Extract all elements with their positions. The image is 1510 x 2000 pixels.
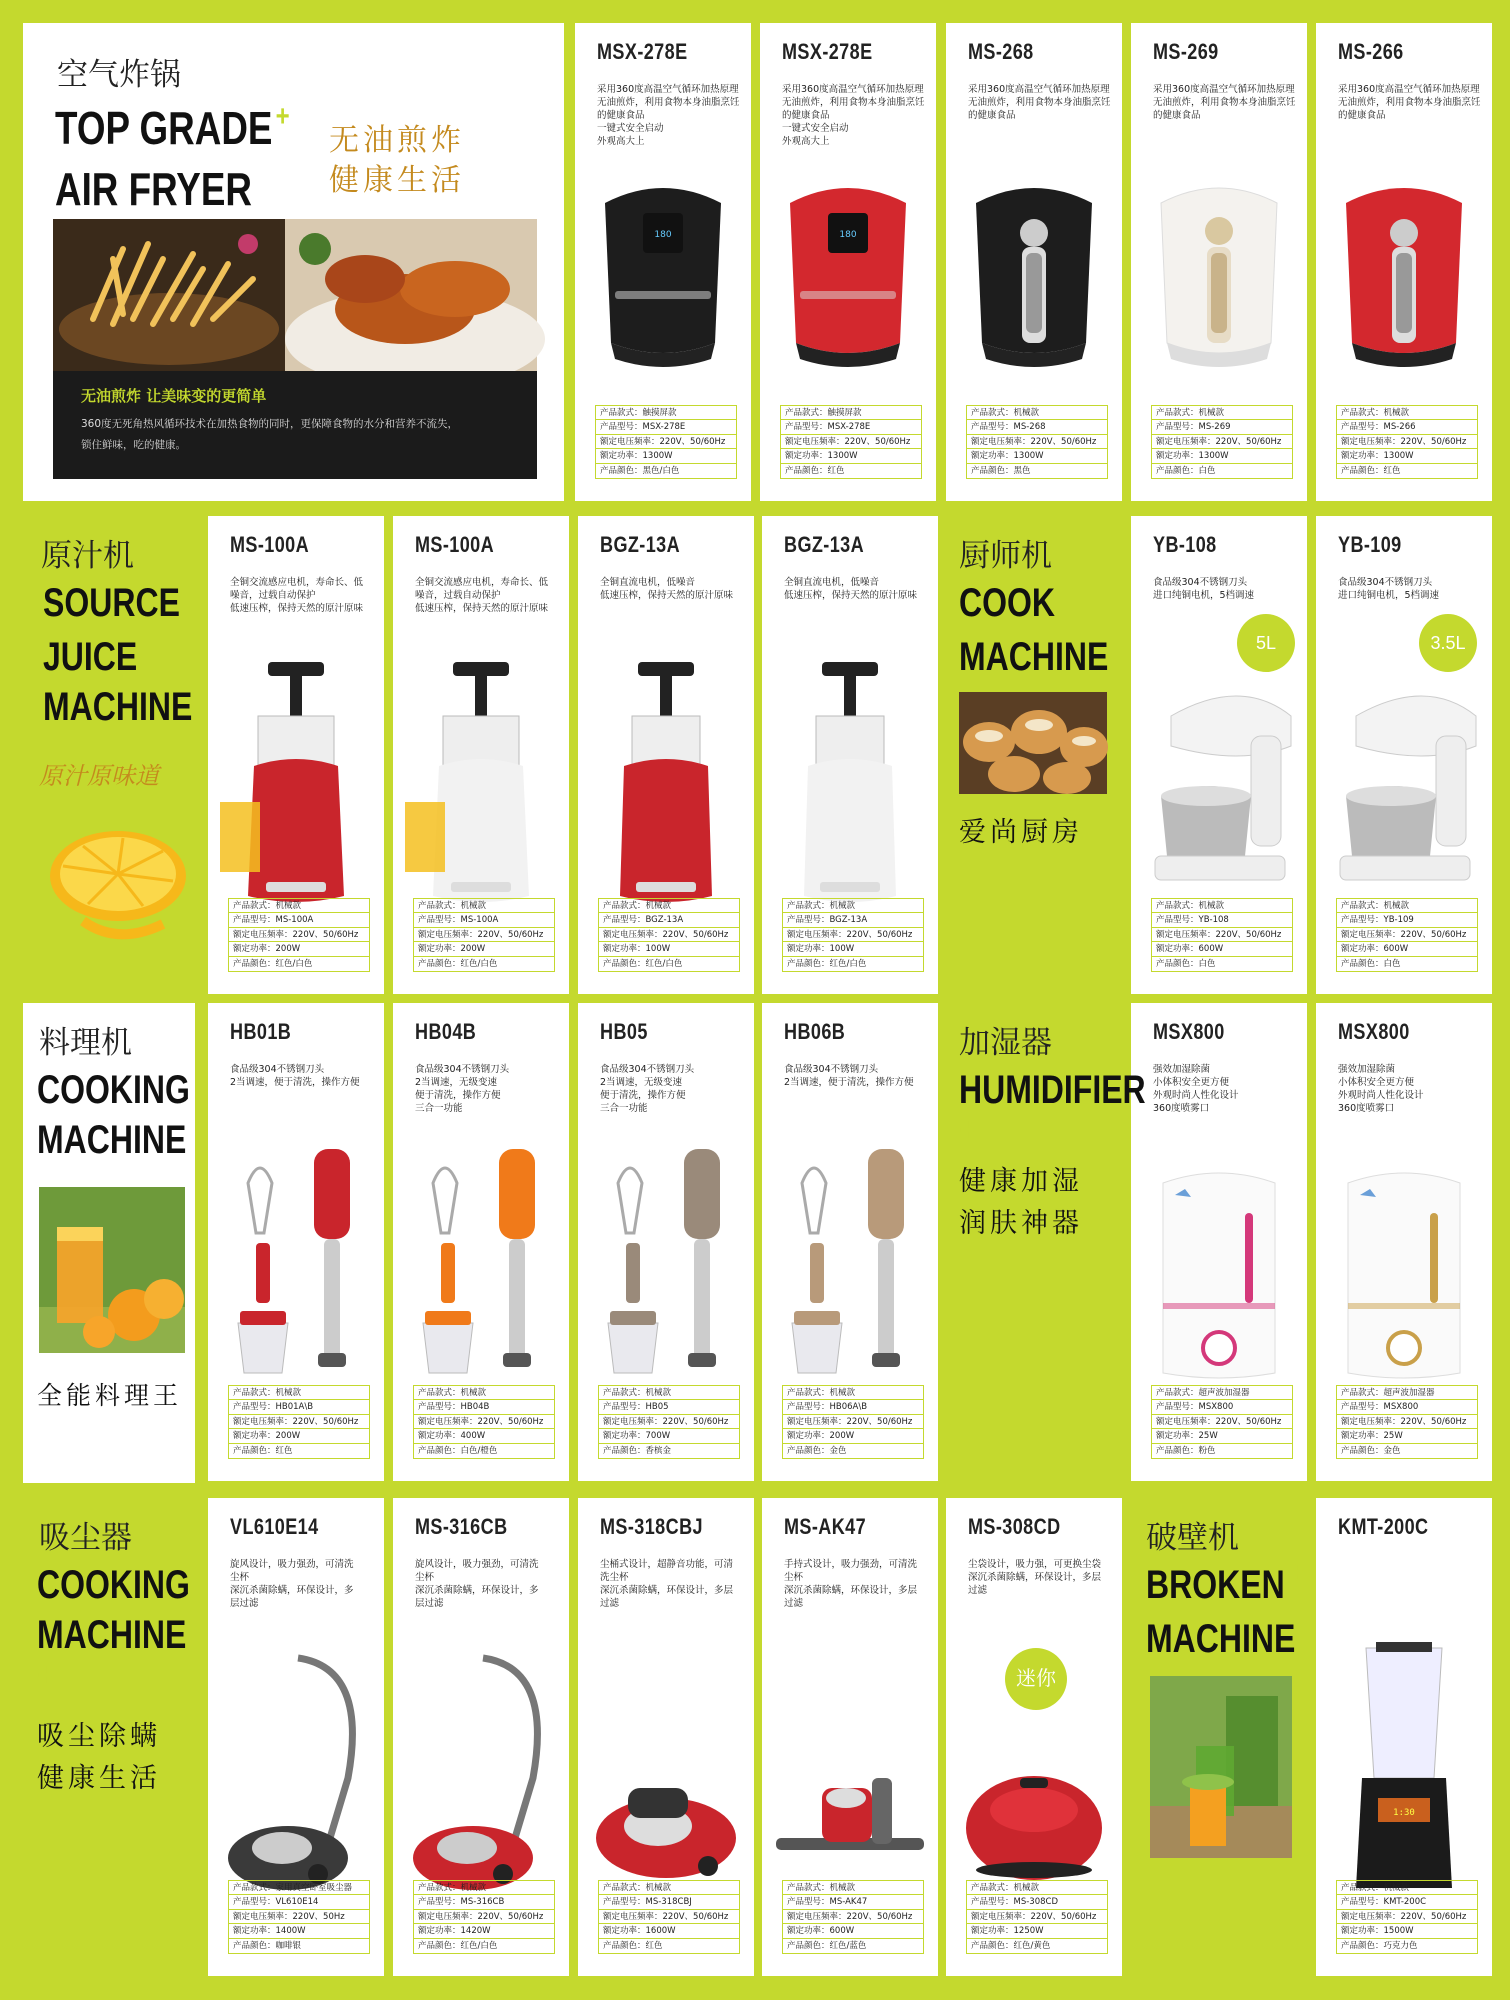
spec-row: 产品型号：BGZ-13A [599, 913, 739, 928]
spec-row: 产品颜色：红色/白色 [233, 958, 313, 969]
product-image [1326, 656, 1482, 914]
spec-row: 额定电压频率：220V、50/60Hz [414, 928, 554, 943]
spec-row: 产品款式：机械款 [599, 1881, 739, 1896]
product-description: 全铜交流感应电机，寿命长、低 噪音，过载自动保护 低速压榨，保持天然的原汁原味 [230, 577, 364, 614]
product-card[interactable] [1316, 1003, 1492, 1481]
product-card[interactable] [1131, 516, 1307, 994]
spec-row: 产品型号：HB06A\B [783, 1400, 923, 1415]
spec-row: 额定功率：200W [229, 942, 369, 957]
product-image [585, 163, 741, 421]
product-card[interactable] [393, 1498, 569, 1976]
spec-row: 产品颜色：红色/白色 [603, 958, 683, 969]
vacuum-category-panel [23, 1498, 201, 1978]
spec-row: 产品款式：机械款 [783, 899, 923, 914]
spec-row: 产品颜色：巧克力色 [1341, 1940, 1418, 1951]
spec-table [1336, 405, 1478, 480]
product-image [403, 1638, 559, 1896]
product-image [403, 1143, 559, 1401]
spec-row: 额定电压频率：220V、50/60Hz [783, 1415, 923, 1430]
air-fryer-caption: 无油煎炸 让美味变的更简单 360度无死角热风循环技术在加热食物的同时，更保障食物的水分和营养不流失， 锁住鲜味，吃的健康。 [53, 371, 537, 479]
spec-row: 产品款式：机械款 [414, 1881, 554, 1896]
svg-text:180: 180 [839, 230, 857, 240]
product-model: BGZ-13A [784, 532, 865, 557]
spec-row: 产品款式：超声波加湿器 [1152, 1386, 1292, 1401]
spec-row: 产品款式：触摸屏款 [781, 406, 921, 421]
product-description: 全铜直流电机，低噪音 低速压榨，保持天然的原汁原味 [600, 577, 734, 601]
spec-row: 产品颜色：红色/白色 [787, 958, 867, 969]
spec-row: 额定功率：200W [229, 1429, 369, 1444]
slogan: 全能料理王 [37, 1381, 183, 1410]
product-model: MS-AK47 [784, 1514, 867, 1539]
spec-table [782, 898, 924, 973]
spec-row: 产品型号：BGZ-13A [783, 913, 923, 928]
product-description: 强效加湿除菌 小体积安全更方便 外观时尚人性化设计 360度喷雾口 [1338, 1064, 1424, 1114]
spec-row: 额定功率：1600W [599, 1924, 739, 1939]
spec-row: 产品颜色：金色 [787, 1445, 847, 1456]
product-model: MS-318CBJ [600, 1514, 703, 1539]
spec-row: 额定功率：1250W [967, 1924, 1107, 1939]
orange-slice-photo [43, 806, 193, 956]
product-description: 手持式设计，吸力强劲，可清洗 尘杯 深沉杀菌除螨，环保设计，多层 过滤 [784, 1559, 918, 1609]
product-image [1326, 1638, 1482, 1896]
spec-row: 额定电压频率：220V、50/60Hz [599, 928, 739, 943]
spec-row: 产品颜色：白色 [1341, 958, 1401, 969]
spec-table [1151, 405, 1293, 480]
slogan: 原汁原味道 [39, 762, 159, 790]
spec-row: 产品颜色：白色 [1156, 465, 1216, 476]
spec-row: 产品款式：机械款 [229, 1386, 369, 1401]
product-image [772, 1143, 928, 1401]
spec-row: 额定功率：1300W [1152, 449, 1292, 464]
spec-row: 产品颜色：粉色 [1156, 1445, 1216, 1456]
spec-row: 额定功率：1400W [229, 1924, 369, 1939]
spec-row: 额定电压频率：220V、50/60Hz [781, 435, 921, 450]
product-card[interactable] [946, 23, 1122, 501]
spec-table [598, 898, 740, 973]
product-description: 食品级304不锈钢刀头 2当调速，便于清洗，操作方便 [230, 1064, 360, 1088]
mini-badge: 迷你 [1005, 1648, 1067, 1710]
cook-machine-category-panel [945, 516, 1123, 990]
spec-row: 产品型号：MSX-278E [781, 420, 921, 435]
spec-row: 额定电压频率：220V、50/60Hz [783, 928, 923, 943]
product-description: 全铜直流电机，低噪音 低速压榨，保持天然的原汁原味 [784, 577, 918, 601]
spec-row: 产品型号：YB-109 [1337, 913, 1477, 928]
spec-row: 产品型号：MS-100A [414, 913, 554, 928]
category-title-cn: 吸尘器 [39, 1520, 132, 1556]
product-card[interactable] [762, 1498, 938, 1976]
product-model: MSX800 [1338, 1019, 1410, 1044]
product-card[interactable] [578, 1498, 754, 1976]
category-title-cn: 厨师机 [959, 538, 1052, 574]
spec-row: 额定电压频率：220V、50/60Hz [1152, 928, 1292, 943]
product-image [772, 656, 928, 914]
product-card[interactable] [578, 516, 754, 994]
product-card[interactable] [1131, 23, 1307, 501]
spec-row: 产品型号：MS-268 [967, 420, 1107, 435]
product-image [218, 1143, 374, 1401]
spec-row: 产品颜色：香槟金 [603, 1445, 672, 1456]
product-model: MSX-278E [782, 39, 873, 64]
broken-machine-category-panel [1130, 1498, 1305, 1978]
product-model: MS-269 [1153, 39, 1219, 64]
product-image [772, 1638, 928, 1896]
product-image [588, 656, 744, 914]
spec-row: 额定电压频率：220V、50/60Hz [1337, 1910, 1477, 1925]
product-model: MS-100A [230, 532, 310, 557]
spec-row: 额定电压频率：220V、50/60Hz [1337, 1415, 1477, 1430]
spec-row: 额定电压频率：220V、50/60Hz [229, 1415, 369, 1430]
spec-row: 产品颜色：红色/蓝色 [787, 1940, 867, 1951]
product-description: 食品级304不锈钢刀头 2当调速，无级变速 便于清洗，操作方便 三合一功能 [415, 1064, 510, 1114]
spec-row: 额定电压频率：220V、50/60Hz [1152, 435, 1292, 450]
spec-row: 额定电压频率：220V、50/60Hz [967, 435, 1107, 450]
spec-row: 产品颜色：红色 [785, 465, 845, 476]
spec-row: 产品颜色：白色/橙色 [418, 1445, 498, 1456]
product-description: 食品级304不锈钢刀头 2当调速，便于清洗，操作方便 [784, 1064, 914, 1088]
product-description: 采用360度高温空气循环加热原理 无油煎炸，利用食物本身油脂烹饪 的健康食品 [968, 84, 1111, 121]
product-description: 食品级304不锈钢刀头 进口纯铜电机，5档调速 [1153, 577, 1255, 601]
product-model: HB05 [600, 1019, 648, 1044]
product-card[interactable] [393, 1003, 569, 1481]
category-title-cn: 加湿器 [959, 1025, 1052, 1061]
spec-row: 产品款式：机械款 [783, 1881, 923, 1896]
product-card[interactable] [578, 1003, 754, 1481]
spec-table [780, 405, 922, 480]
spec-row: 额定电压频率：220V、50/60Hz [414, 1910, 554, 1925]
spec-row: 产品款式：机械款 [1152, 899, 1292, 914]
product-model: YB-109 [1338, 532, 1402, 557]
spec-row: 额定功率：1300W [781, 449, 921, 464]
product-model: MS-100A [415, 532, 495, 557]
fries-photo [53, 219, 285, 371]
product-card[interactable] [393, 516, 569, 994]
spec-row: 额定功率：600W [1337, 942, 1477, 957]
spec-table [228, 1880, 370, 1955]
spec-row: 额定电压频率：220V、50/60Hz [599, 1415, 739, 1430]
spec-row: 额定电压频率：220V、50/60Hz [1337, 435, 1477, 450]
spec-row: 额定电压频率：220V、50/60Hz [596, 435, 736, 450]
category-title-cn: 破壁机 [1146, 1520, 1239, 1556]
spec-table [1336, 1880, 1478, 1955]
spec-row: 产品型号：VL610E14 [229, 1895, 369, 1910]
spec-row: 产品型号：MSX800 [1337, 1400, 1477, 1415]
spec-row: 产品型号：HB05 [599, 1400, 739, 1415]
slogan: 吸尘除螨 健康生活 [37, 1721, 161, 1794]
product-image [588, 1638, 744, 1896]
product-description: 食品级304不锈钢刀头 进口纯铜电机，5档调速 [1338, 577, 1440, 601]
spec-row: 额定功率：1300W [967, 449, 1107, 464]
spec-row: 产品款式：机械款 [1152, 406, 1292, 421]
product-card[interactable] [208, 516, 384, 994]
spec-row: 产品款式：超声波加湿器 [1337, 1386, 1477, 1401]
spec-row: 额定功率：600W [1152, 942, 1292, 957]
spec-row: 产品颜色：金色 [1341, 1445, 1401, 1456]
spec-table [966, 405, 1108, 480]
spec-row: 产品颜色：红色/白色 [418, 1940, 498, 1951]
product-model: YB-108 [1153, 532, 1217, 557]
category-title-en: TOP GRADE + AIR FRYER [55, 100, 290, 215]
product-card[interactable] [208, 1498, 384, 1976]
product-model: MS-316CB [415, 1514, 508, 1539]
product-image [1141, 1143, 1297, 1401]
spec-row: 产品颜色：红色 [233, 1445, 293, 1456]
spec-row: 产品颜色：红色/白色 [418, 958, 498, 969]
product-image [588, 1143, 744, 1401]
spec-table [228, 898, 370, 973]
spec-row: 产品款式：机械款 [1337, 406, 1477, 421]
product-card[interactable] [1316, 1498, 1492, 1976]
category-title-en: COOKING MACHINE [37, 1068, 190, 1162]
spec-row: 产品款式：机械款 [599, 899, 739, 914]
chicken-wings-photo [285, 219, 537, 371]
product-model: BGZ-13A [600, 532, 681, 557]
spec-row: 产品款式：机械款 [414, 1386, 554, 1401]
spec-row: 产品型号：HB04B [414, 1400, 554, 1415]
spec-row: 产品颜色：黑色 [971, 465, 1031, 476]
spec-row: 产品型号：MSX800 [1152, 1400, 1292, 1415]
product-model: HB04B [415, 1019, 477, 1044]
category-title-en: BROKEN + MACHINE [1146, 1556, 1304, 1661]
product-description: 采用360度高温空气循环加热原理 无油煎炸，利用食物本身油脂烹饪 的健康食品 [1153, 84, 1296, 121]
product-description: 食品级304不锈钢刀头 2当调速，无级变速 便于清洗，操作方便 三合一功能 [600, 1064, 695, 1114]
product-image [1141, 656, 1297, 914]
spec-table [966, 1880, 1108, 1955]
category-title-cn: 空气炸锅 [57, 57, 181, 93]
product-model: MS-266 [1338, 39, 1404, 64]
product-card[interactable] [760, 23, 936, 501]
product-model: MS-308CD [968, 1514, 1061, 1539]
product-card[interactable] [762, 516, 938, 994]
spec-row: 额定功率：200W [783, 1429, 923, 1444]
product-image [1326, 1143, 1482, 1401]
category-title-cn: 料理机 [39, 1025, 132, 1061]
spec-row: 额定功率：200W [414, 942, 554, 957]
slogan: 爱尚厨房 [959, 817, 1083, 848]
spec-row: 产品款式：机械款 [783, 1386, 923, 1401]
spec-row: 产品款式：机械款 [1337, 899, 1477, 914]
spec-row: 额定功率：100W [599, 942, 739, 957]
product-image [218, 656, 374, 914]
category-title-en: SOURCE + JUICE MACHINE [43, 574, 199, 729]
product-card[interactable] [208, 1003, 384, 1481]
spec-row: 额定功率：1500W [1337, 1924, 1477, 1939]
product-model: MSX800 [1153, 1019, 1225, 1044]
product-description: 强效加湿除菌 小体积安全更方便 外观时尚人性化设计 360度喷雾口 [1153, 1064, 1239, 1114]
product-description: 旋风设计，吸力强劲，可清洗 尘杯 深沉杀菌除螨，环保设计，多 层过滤 [230, 1559, 354, 1609]
product-model: MS-268 [968, 39, 1034, 64]
slogan: 无油煎炸 健康生活 [329, 123, 465, 198]
spec-row: 产品型号：MS-100A [229, 913, 369, 928]
spec-row: 额定功率：25W [1152, 1429, 1292, 1444]
spec-row: 产品款式：机械款 [599, 1386, 739, 1401]
spec-table [598, 1385, 740, 1460]
product-card[interactable] [762, 1003, 938, 1481]
spec-row: 产品款式：机械款 [229, 899, 369, 914]
svg-text:1:30: 1:30 [1393, 1808, 1415, 1818]
product-model: HB06B [784, 1019, 846, 1044]
spec-row: 产品型号：MS-308CD [967, 1895, 1107, 1910]
spec-row: 产品型号：MS-266 [1337, 420, 1477, 435]
product-image [770, 163, 926, 421]
spec-row: 额定功率：25W [1337, 1429, 1477, 1444]
product-card[interactable] [1316, 23, 1492, 501]
spec-row: 产品款式：机械款 [967, 1881, 1107, 1896]
product-card[interactable] [575, 23, 751, 501]
spec-table [782, 1880, 924, 1955]
spec-row: 产品款式：机械款 [1337, 1881, 1477, 1896]
pastry-photo [959, 692, 1107, 794]
product-description: 全铜交流感应电机，寿命长、低 噪音，过载自动保护 低速压榨，保持天然的原汁原味 [415, 577, 549, 614]
spec-row: 额定电压频率：220V、50/60Hz [783, 1910, 923, 1925]
product-image [403, 656, 559, 914]
spec-row: 额定电压频率：220V、50Hz [229, 1910, 369, 1925]
spec-row: 额定功率：600W [783, 1924, 923, 1939]
product-image [956, 163, 1112, 421]
category-title-cn: 原汁机 [41, 538, 134, 574]
spec-table [1151, 1385, 1293, 1460]
green-juice-photo [1150, 1676, 1292, 1858]
spec-table [1336, 1385, 1478, 1460]
spec-row: 产品型号：MSX-278E [596, 420, 736, 435]
spec-table [413, 898, 555, 973]
spec-row: 产品款式：家用真空卧室吸尘器 [229, 1881, 369, 1896]
spec-row: 产品款式：机械款 [967, 406, 1107, 421]
category-title-en: COOKING MACHINE + [37, 1563, 190, 1694]
cooking-machine-category-panel [23, 1003, 195, 1483]
slogan: 健康加湿 润肤神器 [959, 1166, 1083, 1239]
spec-row: 额定功率：700W [599, 1429, 739, 1444]
spec-row: 额定电压频率：220V、50/60Hz [1152, 1415, 1292, 1430]
spec-table [598, 1880, 740, 1955]
product-model: VL610E14 [230, 1514, 319, 1539]
spec-row: 额定电压频率：220V、50/60Hz [414, 1415, 554, 1430]
spec-row: 产品颜色：红色 [603, 1940, 663, 1951]
product-description: 采用360度高温空气循环加热原理 无油煎炸，利用食物本身油脂烹饪 的健康食品 一键式安全启动 外观高大上 [782, 84, 925, 147]
spec-table [1336, 898, 1478, 973]
product-card[interactable] [946, 1498, 1122, 1976]
spec-row: 产品颜色：黑色/白色 [600, 465, 680, 476]
product-description: 尘桶式设计，超静音功能，可清 洗尘杯 深沉杀菌除螨，环保设计，多层 过滤 [600, 1559, 734, 1609]
spec-table [413, 1880, 555, 1955]
product-description: 旋风设计，吸力强劲，可清洗 尘杯 深沉杀菌除螨，环保设计，多 层过滤 [415, 1559, 539, 1609]
product-description: 尘袋设计，吸力强，可更换尘袋 深沉杀菌除螨，环保设计，多层 过滤 [968, 1559, 1102, 1596]
spec-row: 产品型号：YB-108 [1152, 913, 1292, 928]
capacity-badge-5l: 5L [1237, 614, 1295, 672]
spec-row: 产品型号：MS-AK47 [783, 1895, 923, 1910]
spec-row: 额定电压频率：220V、50/60Hz [967, 1910, 1107, 1925]
spec-row: 产品型号：MS-269 [1152, 420, 1292, 435]
humidifier-category-panel [945, 1003, 1146, 1483]
orange-juice-photo [39, 1187, 185, 1353]
spec-table [1151, 898, 1293, 973]
spec-row: 产品颜色：红色 [1341, 465, 1401, 476]
capacity-badge-3-5l: 3.5L [1419, 614, 1477, 672]
spec-table [782, 1385, 924, 1460]
spec-row: 额定电压频率：220V、50/60Hz [1337, 928, 1477, 943]
category-title-en: COOK + MACHINE [959, 574, 1109, 679]
category-title-en: HUMIDIFIER + [959, 1068, 1146, 1149]
spec-row: 产品颜色：红色/黄色 [971, 1940, 1051, 1951]
spec-row: 额定功率：1300W [596, 449, 736, 464]
juice-category-panel [23, 516, 201, 990]
product-model: MSX-278E [597, 39, 688, 64]
product-image [1141, 163, 1297, 421]
spec-row: 产品型号：KMT-200C [1337, 1895, 1477, 1910]
spec-table [595, 405, 737, 480]
spec-row: 额定电压频率：220V、50/60Hz [599, 1910, 739, 1925]
product-description: 采用360度高温空气循环加热原理 无油煎炸，利用食物本身油脂烹饪 的健康食品 一键式安全启动 外观高大上 [597, 84, 740, 147]
spec-table [413, 1385, 555, 1460]
spec-row: 产品款式：触摸屏款 [596, 406, 736, 421]
svg-text:180: 180 [654, 230, 672, 240]
spec-row: 产品型号：HB01A\B [229, 1400, 369, 1415]
product-image [218, 1638, 374, 1896]
spec-row: 额定功率：100W [783, 942, 923, 957]
spec-row: 额定功率：1420W [414, 1924, 554, 1939]
spec-table [228, 1385, 370, 1460]
product-card[interactable] [1131, 1003, 1307, 1481]
product-description: 采用360度高温空气循环加热原理 无油煎炸，利用食物本身油脂烹饪 的健康食品 [1338, 84, 1481, 121]
spec-row: 额定功率：400W [414, 1429, 554, 1444]
product-model: HB01B [230, 1019, 292, 1044]
spec-row: 产品型号：MS-316CB [414, 1895, 554, 1910]
product-model: KMT-200C [1338, 1514, 1429, 1539]
spec-row: 产品型号：MS-318CBJ [599, 1895, 739, 1910]
spec-row: 产品颜色：白色 [1156, 958, 1216, 969]
product-card[interactable] [1316, 516, 1492, 994]
spec-row: 额定电压频率：220V、50/60Hz [229, 928, 369, 943]
spec-row: 产品款式：机械款 [414, 899, 554, 914]
spec-row: 额定功率：1300W [1337, 449, 1477, 464]
spec-row: 产品颜色：咖啡银 [233, 1940, 302, 1951]
product-image [1326, 163, 1482, 421]
air-fryer-category-panel [23, 23, 564, 501]
